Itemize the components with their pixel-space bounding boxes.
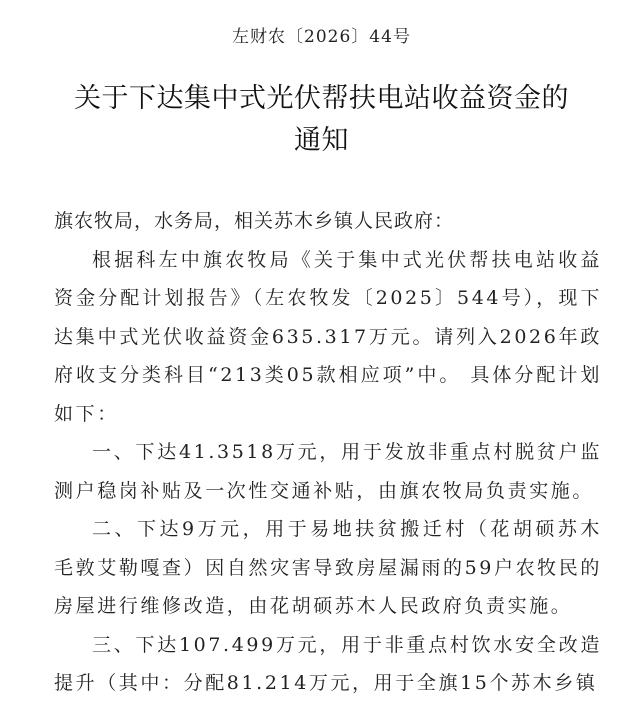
- document-number: 左财农〔2026〕44号: [232, 27, 411, 47]
- paragraph-item-1: 一、下达41.3518万元，用于发放非重点村脱贫户监测户稳岗补贴及一次性交通补贴，由旗农牧局负责实施。: [54, 441, 602, 502]
- paragraph-item-2: 二、下达9万元，用于易地扶贫搬迁村（花胡硕苏木毛敦艾勒嘎查）因自然灾害导致房屋漏雨的59户农牧民的房屋进行维修改造，由花胡硕苏木人民政府负责实施。: [54, 518, 602, 617]
- document-body: [54, 202, 602, 703]
- title-line-2: 通知: [294, 125, 349, 156]
- document-title: [0, 78, 643, 162]
- paragraph-intro: 根据科左中旗农牧局《关于集中式光伏帮扶电站收益资金分配计划报告》（左农牧发〔2025〕544号），现下达集中式光伏收益资金635.317万元。请列入2026年政府收支分类科目“213类05款相应项”中。 具体分配计划如下：: [54, 248, 602, 425]
- salutation: 旗农牧局，水务局，相关苏木乡镇人民政府：: [54, 210, 455, 232]
- paragraph-item-3: 三、下达107.499万元，用于非重点村饮水安全改造提升（其中：分配81.214万元，用于全旗15个苏木乡镇: [54, 633, 602, 694]
- title-line-1: 关于下达集中式光伏帮扶电站收益资金的: [74, 83, 569, 114]
